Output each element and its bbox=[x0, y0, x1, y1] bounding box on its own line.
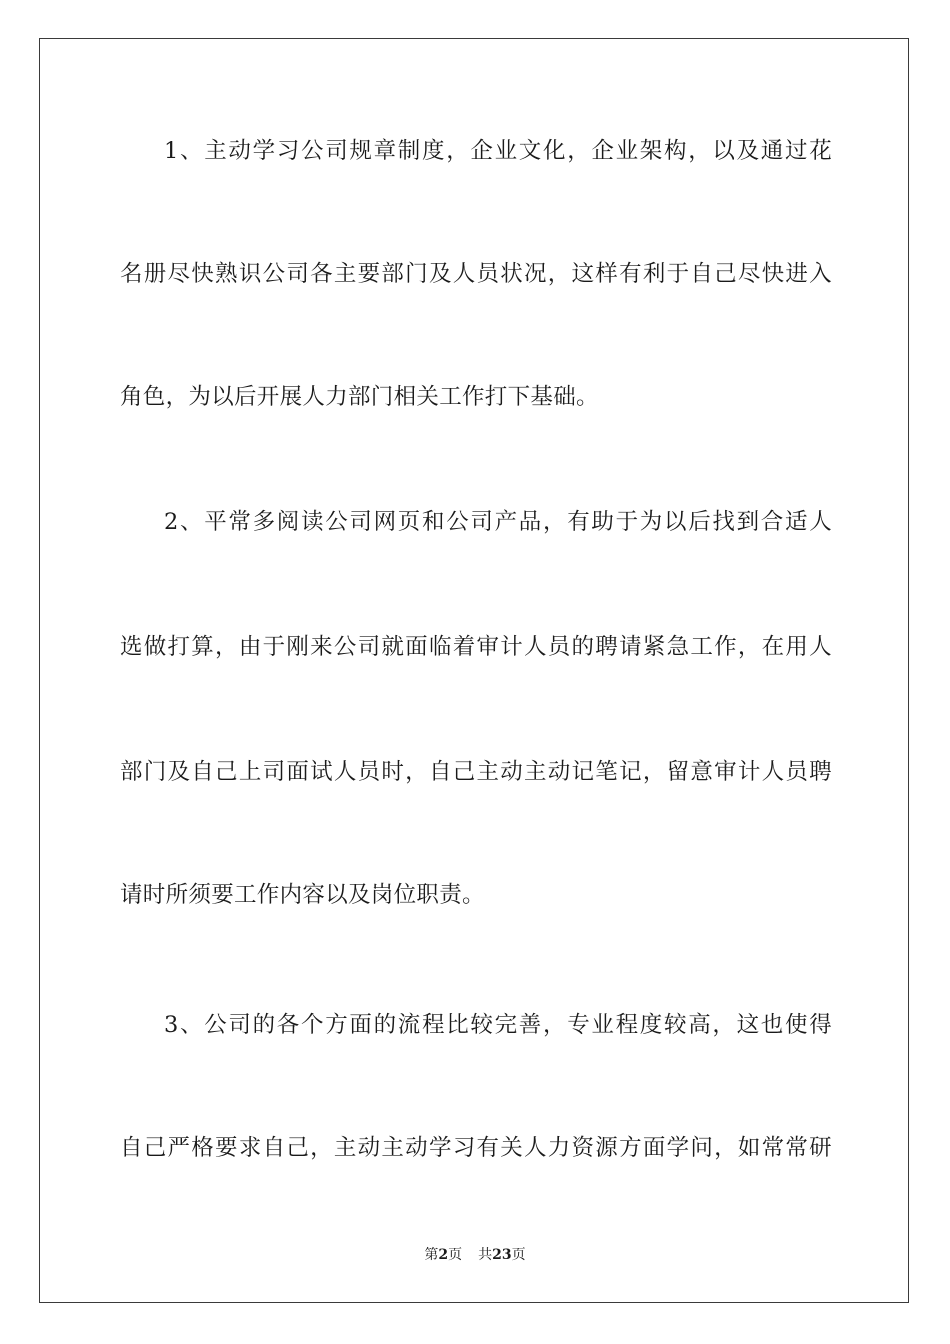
footer-total-suffix: 页 bbox=[511, 1247, 526, 1263]
paragraph-2-line-3: 部门及自己上司面试人员时，自己主动主动记笔记，留意审计人员聘 bbox=[120, 759, 832, 785]
footer-total-prefix: 共 bbox=[478, 1247, 493, 1263]
paragraph-3-line-2: 自己严格要求自己，主动主动学习有关人力资源方面学问，如常常研 bbox=[120, 1135, 832, 1161]
footer-page-prefix: 第 bbox=[424, 1247, 439, 1263]
paragraph-2-line-1: 2、平常多阅读公司网页和公司产品，有助于为以后找到合适人 bbox=[164, 509, 832, 535]
paragraph-1-line-2: 名册尽快熟识公司各主要部门及人员状况，这样有利于自己尽快进入 bbox=[120, 261, 832, 287]
paragraph-3-line-1: 3、公司的各个方面的流程比较完善，专业程度较高，这也使得 bbox=[164, 1012, 832, 1038]
footer-total-number: 23 bbox=[492, 1247, 512, 1263]
page-border bbox=[39, 38, 909, 1303]
footer-page-number: 2 bbox=[438, 1247, 449, 1263]
page-footer bbox=[0, 1246, 950, 1264]
paragraph-2-line-2: 选做打算，由于刚来公司就面临着审计人员的聘请紧急工作，在用人 bbox=[120, 634, 832, 660]
paragraph-1-line-1: 1、主动学习公司规章制度，企业文化，企业架构，以及通过花 bbox=[164, 138, 832, 164]
footer-page-suffix: 页 bbox=[448, 1247, 463, 1263]
paragraph-2-line-4: 请时所须要工作内容以及岗位职责。 bbox=[120, 882, 485, 908]
paragraph-1-line-3: 角色，为以后开展人力部门相关工作打下基础。 bbox=[120, 384, 599, 410]
